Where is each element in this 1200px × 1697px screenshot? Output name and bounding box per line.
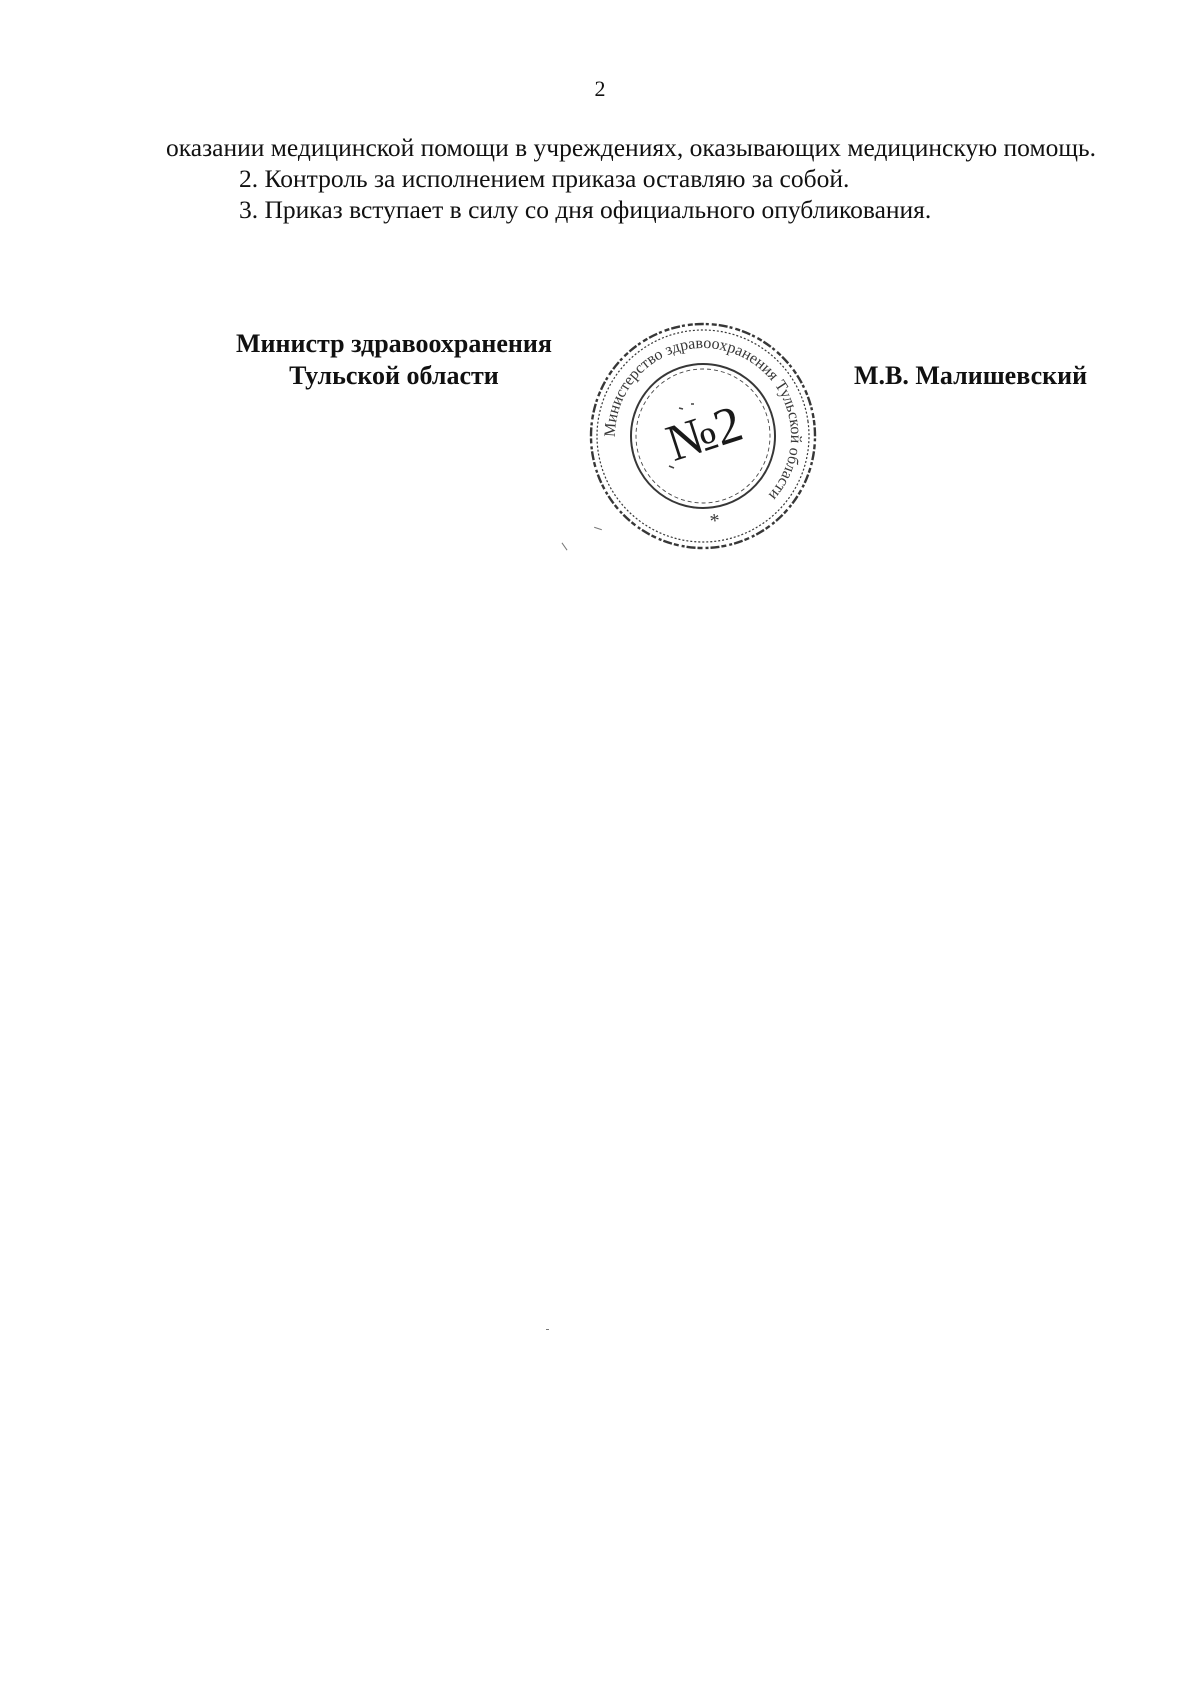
signatory-name: М.В. Малишевский	[854, 361, 1088, 390]
signatory-position-line: Тульской области	[289, 361, 499, 390]
document-body	[166, 132, 1118, 225]
signatory-position	[236, 328, 552, 392]
seal-star: *	[708, 509, 722, 533]
seal-number: №2	[659, 395, 750, 473]
scan-speck	[562, 543, 568, 551]
body-paragraph: оказании медицинской помощи в учреждениях, оказывающих медицинскую помощь.	[166, 133, 1096, 162]
signatory-position-line: Министр здравоохранения	[236, 329, 552, 358]
body-paragraph: 3. Приказ вступает в силу со дня официального опубликования.	[239, 195, 932, 224]
official-seal	[583, 316, 823, 556]
page-number: 2	[594, 76, 606, 101]
body-paragraph: 2. Контроль за исполнением приказа оставляю за собой.	[239, 164, 850, 193]
seal-ring-text: Министерство здравоохранения Тульской области	[601, 334, 805, 504]
scan-speck	[546, 1329, 549, 1330]
